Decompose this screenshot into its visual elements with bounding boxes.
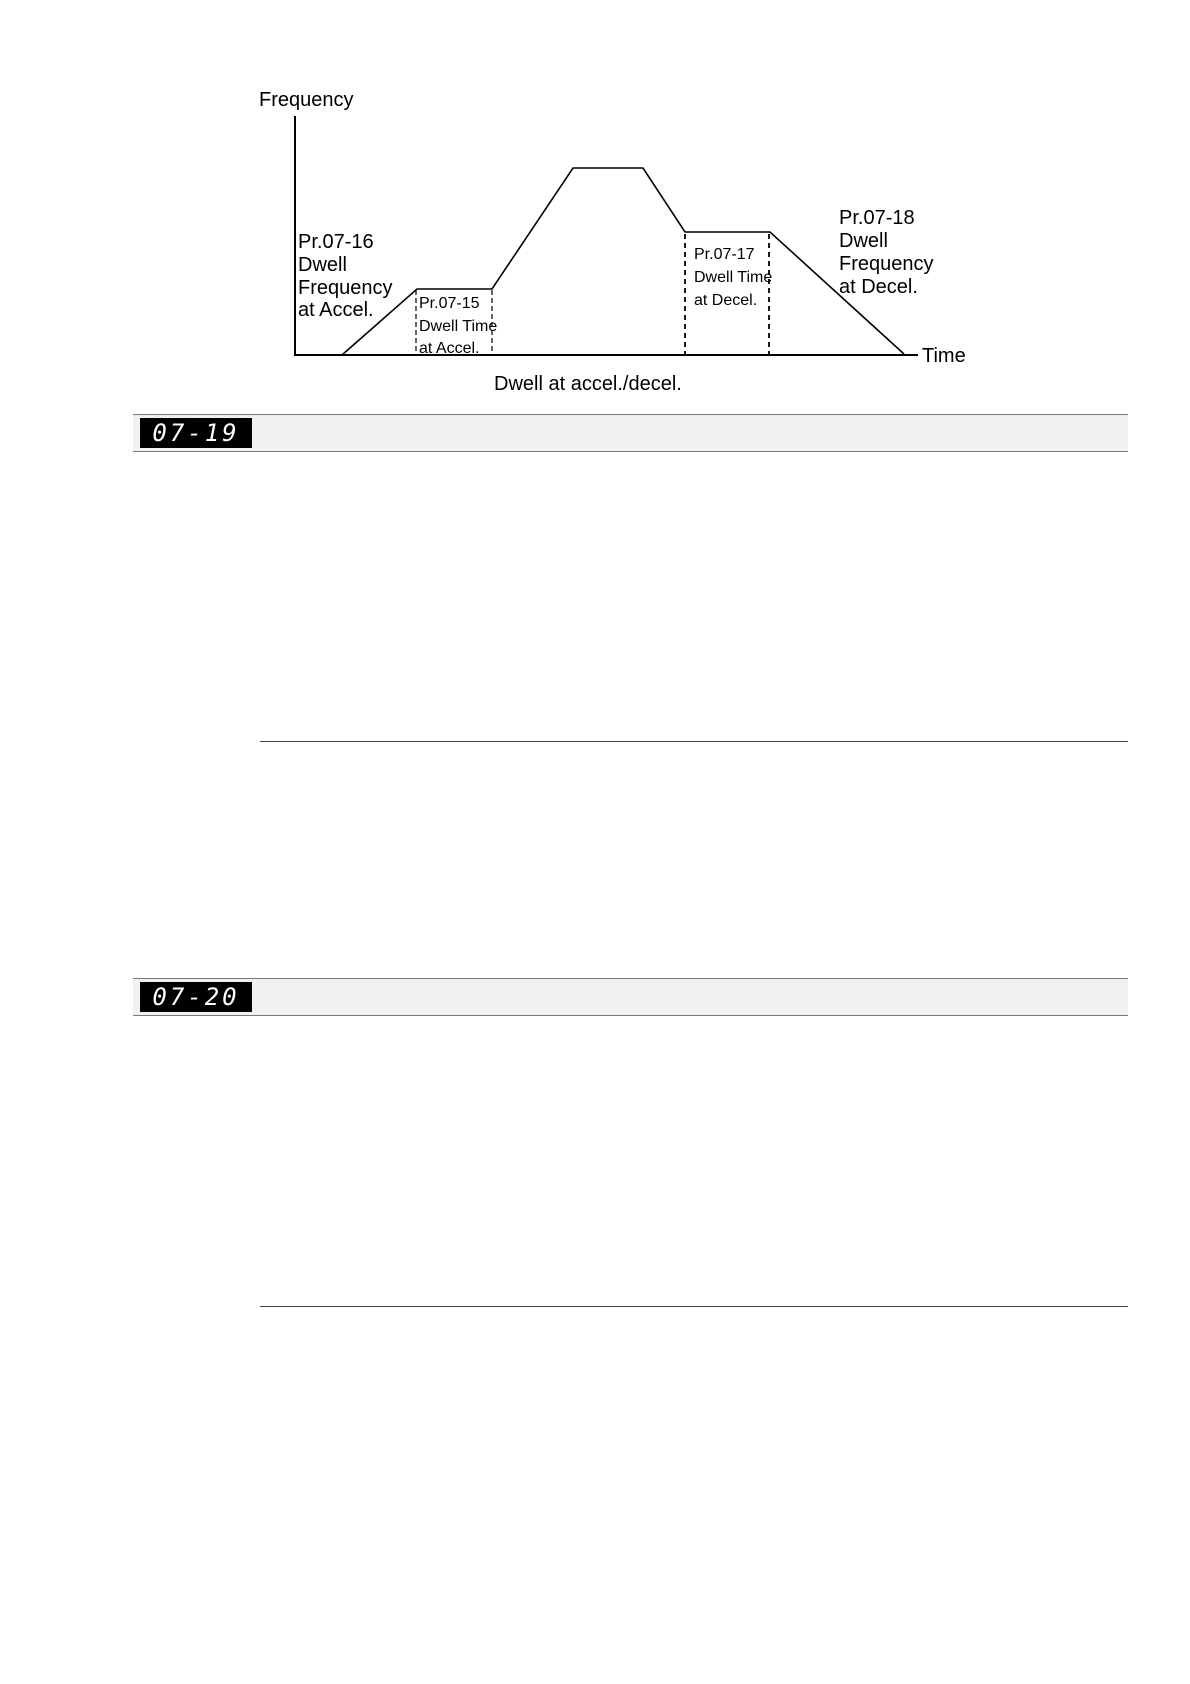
param-code-text: 07-20: [152, 983, 240, 1011]
param-code-text: 07-19: [152, 419, 240, 447]
accel-dwell-frequency-label: Pr.07-16 Dwell Frequency at Accel.: [298, 231, 393, 321]
param-header-07-19: [133, 414, 1128, 452]
x-axis-label: Time: [922, 345, 966, 367]
section-divider: [260, 1306, 1128, 1307]
section-divider: [260, 741, 1128, 742]
decel-dwell-time-label: Pr.07-17 Dwell Time at Decel.: [694, 246, 773, 309]
param-header-07-20: [133, 978, 1128, 1016]
param-code-07-20: [140, 982, 252, 1012]
dwell-diagram: [0, 0, 1190, 400]
param-code-07-19: [140, 418, 252, 448]
accel-dwell-time-label: Pr.07-15 Dwell Time at Accel.: [419, 295, 498, 357]
y-axis-label: Frequency: [259, 89, 354, 111]
diagram-caption: Dwell at accel./decel.: [494, 373, 682, 395]
decel-dwell-frequency-label: Pr.07-18 Dwell Frequency at Decel.: [839, 207, 934, 298]
